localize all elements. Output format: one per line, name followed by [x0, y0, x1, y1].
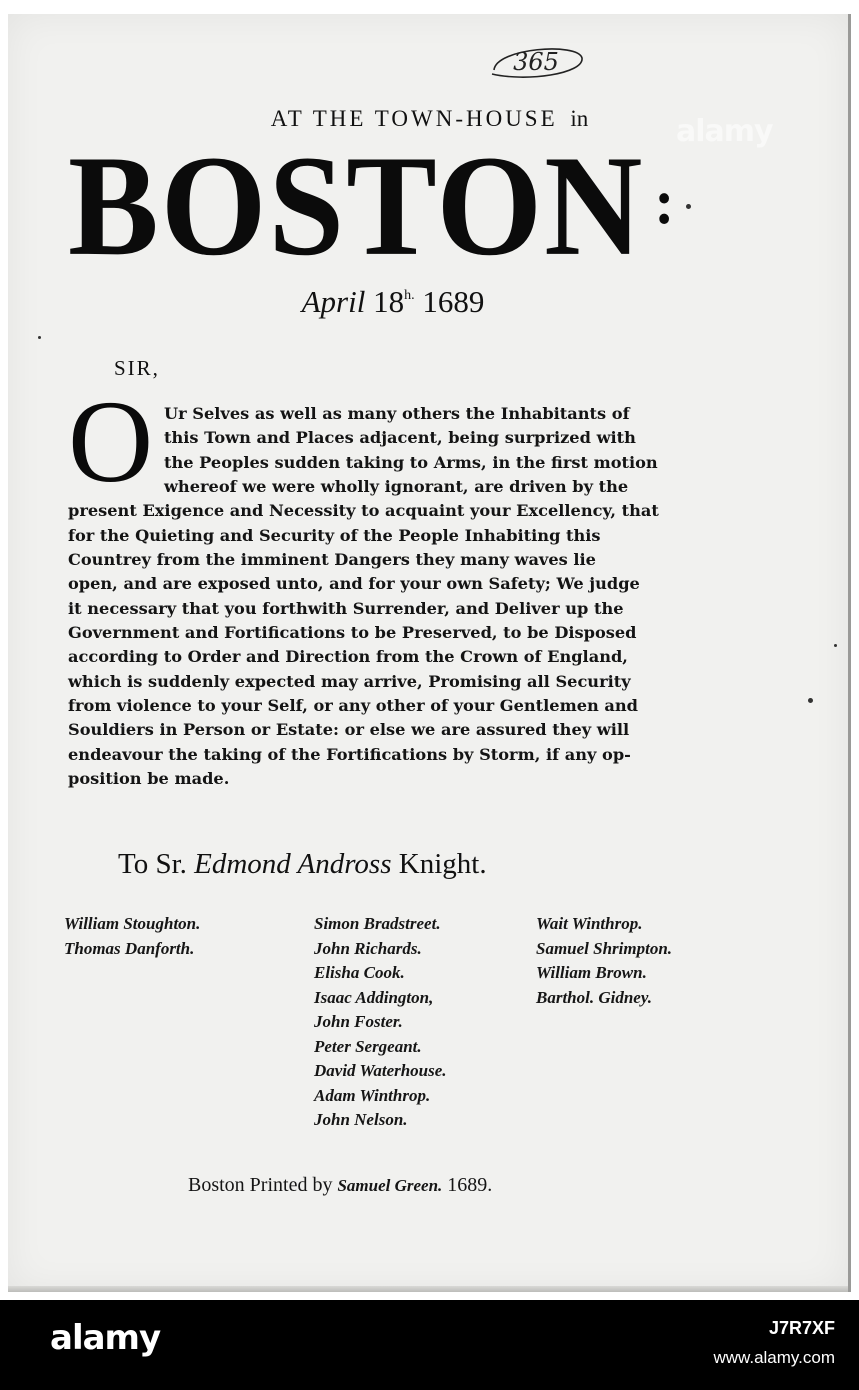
city-title [68, 126, 708, 286]
addressee-title: Knight. [398, 848, 487, 880]
body-line: position be made. [68, 769, 230, 789]
ink-speck [834, 644, 837, 647]
city-colon: : [654, 166, 677, 237]
date-suffix: h. [404, 288, 415, 303]
body-line: Souldiers in Person or Estate: or else we are assured they will [68, 720, 630, 740]
footer-bar [0, 1300, 859, 1390]
date-month: April [301, 284, 366, 319]
footer-url: www.alamy.com [713, 1348, 835, 1367]
signatory-name: Barthol. Gidney. [536, 987, 653, 1007]
watermark-logo: alamy [676, 114, 773, 149]
signatory-name: John Richards. [314, 938, 422, 958]
body-line: this Town and Places adjacent, being surprized with [164, 428, 636, 448]
signatory-name: William Stoughton. [64, 914, 201, 933]
ink-speck [808, 698, 813, 703]
body-line: whereof we were wholly ignorant, are driven by the [164, 477, 629, 497]
signatory-column-1 [64, 912, 200, 961]
date-day: 18 [373, 284, 405, 319]
page-number [486, 40, 586, 84]
signatory-column-2 [314, 912, 447, 1133]
imprint-prefix: Boston Printed by [188, 1174, 333, 1196]
body-line: present Exigence and Necessity to acquaint your Excellency, that [68, 501, 659, 521]
signatory-name: Simon Bradstreet. [314, 914, 441, 933]
signatory-name: John Foster. [314, 1012, 403, 1031]
footer-brand-logo: alamy [50, 1318, 161, 1358]
body-paragraph [68, 402, 722, 792]
imprint-printer: Samuel Green. [337, 1176, 443, 1195]
footer-image-id: J7R7XF [768, 1318, 835, 1338]
salutation: SIR, [114, 356, 160, 380]
signatory-name: John Nelson. [314, 1110, 408, 1129]
signatory-name: Adam Winthrop. [314, 1085, 431, 1105]
signatory-name: William Brown. [536, 963, 647, 982]
page-number-text: 365 [513, 48, 559, 76]
date-year: 1689 [422, 284, 485, 319]
heading-text: AT THE TOWN-HOUSE [270, 106, 558, 131]
signatory-name: Wait Winthrop. [536, 914, 643, 933]
ink-speck [38, 336, 41, 339]
signatory-name: David Waterhouse. [314, 1061, 447, 1080]
city-name: BOSTON [68, 126, 645, 286]
body-line: Countrey from the imminent Dangers they many waves lie [68, 550, 596, 570]
signatory-name: Peter Sergeant. [314, 1036, 422, 1056]
imprint-year: 1689. [447, 1174, 493, 1196]
ink-speck [686, 204, 691, 209]
heading-in: in [570, 106, 589, 131]
body-line: from violence to your Self, or any other of your Gentlemen and [68, 696, 639, 716]
body-line: which is suddenly expected may arrive, Promising all Security [68, 671, 631, 691]
body-line: according to Order and Direction from the Crown of England, [68, 647, 628, 667]
broadside-sheet [8, 14, 851, 1292]
signatory-name: Samuel Shrimpton. [536, 938, 673, 958]
drop-cap: O [68, 376, 154, 507]
signatory-name: Thomas Danforth. [64, 938, 195, 958]
body-line: open, and are exposed unto, and for your own Safety; We judge [68, 574, 640, 594]
addressee-name: Edmond Andross [194, 848, 392, 880]
body-line: Government and Fortifications to be Preserved, to be Disposed [68, 623, 637, 643]
body-line: Ur Selves as well as many others the Inhabitants of [164, 404, 630, 423]
body-line: endeavour the taking of the Fortifications by Storm, if any op- [68, 744, 631, 764]
signatory-column-3 [536, 912, 672, 1010]
signatory-name: Elisha Cook. [314, 963, 405, 982]
addressee-prefix: To Sr. [118, 848, 187, 880]
addressee-line [118, 848, 618, 881]
body-line: it necessary that you forthwith Surrender, and Deliver up the [68, 598, 624, 618]
body-line: the Peoples sudden taking to Arms, in the first motion [164, 452, 658, 472]
body-line: for the Quieting and Security of the People Inhabiting this [68, 525, 601, 545]
date-line [8, 284, 778, 320]
imprint-line [188, 1174, 492, 1197]
signatory-name: Isaac Addington, [314, 987, 434, 1007]
